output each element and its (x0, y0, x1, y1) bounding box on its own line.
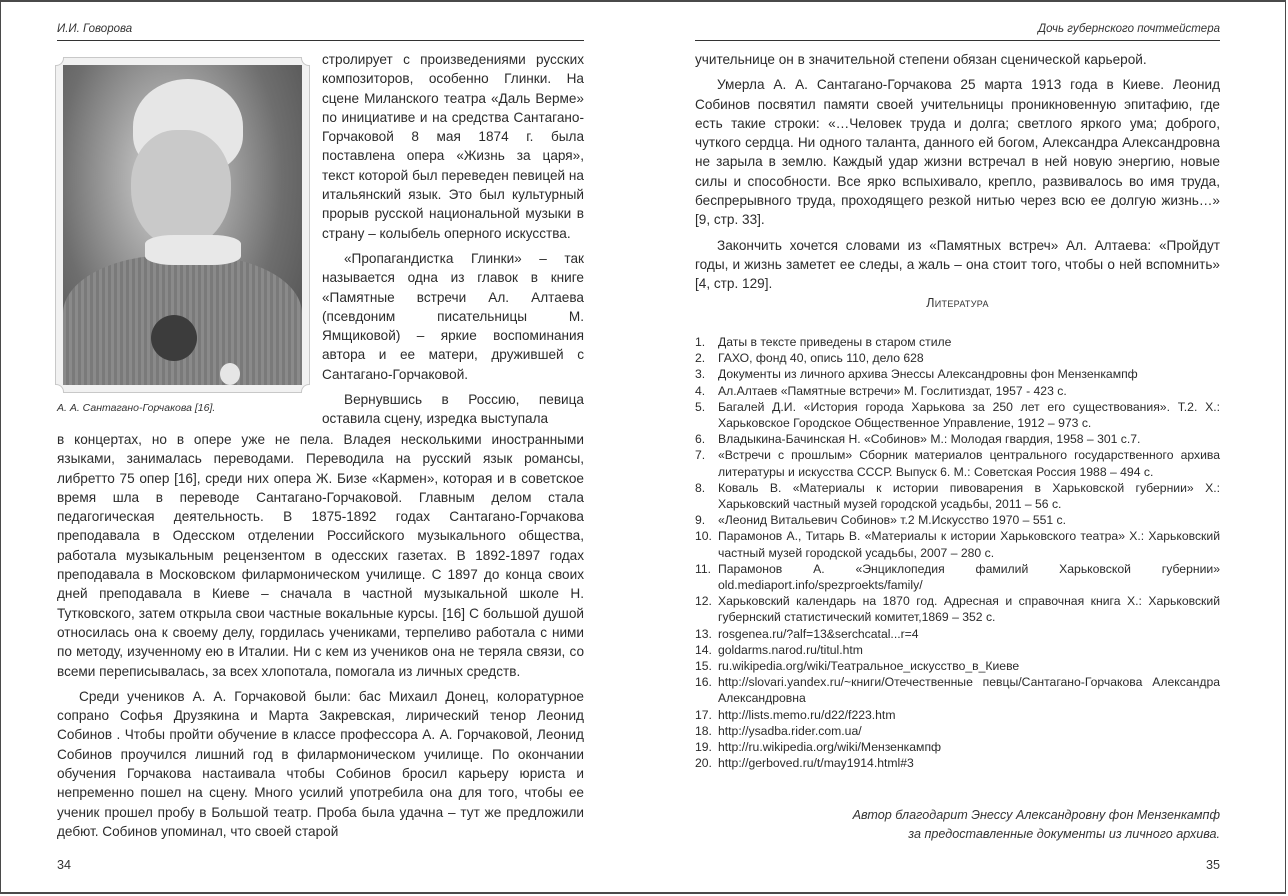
photo-frame (55, 57, 310, 393)
reference-number: 6. (695, 432, 706, 447)
reference-text: ru.wikipedia.org/wiki/Театральное_искусство_в_Киеве (718, 659, 1020, 674)
frame-corner-ornament (301, 57, 310, 66)
reference-text: Парамонов А., Титарь В. «Материалы к истории Харьковского театра» Х.: Харьковский частный музей городской усадьбы, 2007 – 280 с. (718, 529, 1220, 560)
paragraph: Вернувшись в Россию, певица оставила сцену, изредка выступала (322, 392, 584, 427)
paragraph: учительнице он в значительной степени обязан сценической карьерой. (695, 52, 1147, 67)
page-number-left: 34 (57, 858, 72, 872)
paragraph: Закончить хочется словами из «Памятных встреч» Ал. Алтаева: «Пройдут годы, и жизнь заметет ее следы, а жаль – она стоит того, чтобы о ней вспомнить» [4, стр. 129]. (695, 237, 1220, 292)
reference-number: 3. (695, 367, 706, 382)
reference-text: http://lists.memo.ru/d22/f223.htm (718, 707, 896, 722)
reference-item (695, 383, 1220, 399)
reference-text: Парамонов А. «Энциклопедия фамилий Харьковской губернии» old.mediaport.info/spezproekts/family/ (718, 561, 1220, 593)
reference-item (695, 561, 1220, 593)
reference-item (695, 399, 1220, 431)
reference-text: Даты в тексте приведены в старом стиле (718, 335, 952, 349)
reference-text: goldarms.narod.ru/titul.htm (718, 642, 863, 657)
left-header-rule (57, 40, 584, 41)
reference-number: 20. (695, 756, 712, 771)
reference-text: http://ru.wikipedia.org/wiki/Мензенкампф (718, 740, 942, 755)
reference-item (695, 431, 1220, 447)
reference-text: Коваль В. «Материалы к истории пивоварения в Харьковской губернии» Х.: Харьковский частный музей городской усадьбы, 2011 – 56 с. (718, 480, 1220, 512)
left-side-column (322, 50, 584, 429)
reference-number: 14. (695, 642, 712, 657)
reference-number: 13. (695, 626, 712, 641)
reference-item (695, 334, 1220, 350)
reference-item (695, 626, 1220, 642)
reference-text: ГАХО, фонд 40, опись 110, дело 628 (718, 351, 924, 366)
reference-number: 19. (695, 740, 712, 755)
reference-number: 11. (695, 561, 712, 576)
reference-item (695, 512, 1220, 528)
acknowledgement-line: за предоставленные документы из личного архива. (908, 827, 1220, 841)
reference-text: rosgenea.ru/?alf=13&serchcatal...r=4 (718, 626, 919, 641)
reference-item (695, 528, 1220, 560)
reference-number: 17. (695, 707, 712, 722)
page-number-right: 35 (1205, 858, 1220, 872)
reference-item (695, 658, 1220, 674)
reference-item (695, 707, 1220, 723)
reference-number: 8. (695, 480, 706, 495)
reference-number: 7. (695, 448, 706, 463)
reference-text: Багалей Д.И. «История города Харькова за 250 лет его существования». Т.2. Х.: Харьковское Городское Общественное Управление, 1912 – 973 с. (718, 399, 1220, 431)
reference-text: «Леонид Витальевич Собинов» т.2 М.Искусство 1970 – 551 с. (718, 513, 1067, 528)
reference-item (695, 642, 1220, 658)
right-running-head: Дочь губернского почтмейстера (1038, 23, 1220, 35)
right-header-rule (695, 40, 1220, 41)
reference-number: 12. (695, 594, 712, 609)
reference-text: http://slovari.yandex.ru/~книги/Отечественные певцы/Сантагано-Горчакова Александра Александровна (718, 675, 1220, 706)
photo-caption: А. А. Сантагано-Горчакова [16]. (57, 402, 216, 414)
reference-item (695, 593, 1220, 625)
paragraph: в концертах, но в опере уже не пела. Владея несколькими иностранными языками, занималась переводами. Переводила на русский язык романсы, либретто 75 опер [16], среди них опера Ж. Бизе «Кармен», которая и в советское время шла в переводе Сантагано-Горчаковой. Главным делом стала педагогическая деятельность. В 1875-1892 годах Сантагано-Горчакова преподавала в Одесском отделении Российского музыкального общества, работала музыкальным рецензентом в одесских газетах. В 1892-1897 годах преподавала в Московском филармоническом училище. С 1897 до конца своих дней преподавала в Киеве – сначала в частной музыкальной школе Н. Тутковского, затем открыла свои частные вокальные курсы. [16] С большой душой относилась она к своему делу, гордилась учениками, терпеливо работала с ними по методу, изученному ею в Италии. Ни с кем из учеников она не теряла связи, со всеми переписывалась, за всех хлопотала, помогала из личных средств. (57, 432, 584, 679)
reference-item (695, 739, 1220, 755)
right-body-text (695, 50, 1220, 294)
reference-number: 4. (695, 383, 706, 398)
frame-corner-ornament (301, 384, 310, 393)
reference-list (695, 334, 1220, 771)
reference-text: «Встречи с прошлым» Сборник материалов центрального государственного архива литературы и искусства СССР. Выпуск 6. М.: Советская Россия 1988 – 494 с. (718, 448, 1220, 479)
reference-text: Владыкина-Бачинская Н. «Собинов» М.: Молодая гвардия, 1958 – 301 с.7. (718, 432, 1141, 447)
reference-item (695, 674, 1220, 706)
reference-number: 18. (695, 723, 712, 738)
paragraph: стролирует с произведениями русских композиторов, особенно Глинки. На сцене Миланского театра «Даль Верме» по инициативе и на средства Сантагано-Горчаковой 8 мая 1874 г. была поставлена опера «Жизнь за царя», текст которой был переведен певицей на итальянский язык. Это был культурный прорыв русской национальной музыки в страну – колыбель оперного искусства. (322, 52, 584, 241)
reference-item (695, 350, 1220, 366)
acknowledgement-line: Автор благодарит Энессу Александровну фон Мензенкампф (852, 808, 1220, 822)
reference-number: 9. (695, 513, 706, 528)
left-full-width-text (57, 430, 584, 841)
reference-number: 15. (695, 659, 712, 674)
reference-item (695, 723, 1220, 739)
reference-number: 1. (695, 335, 706, 349)
reference-number: 10. (695, 529, 712, 544)
literature-heading: Литература (926, 296, 989, 310)
reference-item (695, 480, 1220, 512)
reference-text: Документы из личного архива Энессы Александровны фон Мензенкампф (718, 367, 1138, 382)
paragraph: Умерла А. А. Сантагано-Горчакова 25 марта 1913 года в Киеве. Леонид Собинов посвятил памяти своей учительницы проникновенную эпитафию, где есть такие строки: «…Человек труда и долга; светлого яркого ума; доброго, чуткого сердца. Ни одного таланта, данного ей богом, Александра Александровна не зарыла в землю. Каждый удар жизни встречал в ней новую энергию, новые силы и способности. Все ярко вспыхивало, крепло, развивалось во имя труда, беспрерывного труда, проходящего резкой нитью через всю ее долгую жизнь…» [9, стр. 33]. (695, 77, 1220, 228)
left-running-head: И.И. Говорова (57, 23, 133, 35)
paragraph: Среди учеников А. А. Горчаковой были: бас Михаил Донец, колоратурное сопрано Софья Друзякина и Марта Закревская, лирический тенор Леонид Собинов . Чтобы пройти обучение в классе профессора А. А. Горчаковой, Леонид Собинов проучился лишний год в филармоническом училище. По окончании обучения Горчакова настаивала чтобы Собинов бросил карьеру юриста и непременно пошел на сцену. Много усилий употребила она для того, чтобы ее ученик прошел пробу в Большой театр. Проба была удачна – тут же предложили дебют. Собинов упоминал, что своей старой (57, 688, 584, 839)
portrait-image (63, 65, 302, 385)
reference-item (695, 755, 1220, 771)
reference-item (695, 366, 1220, 382)
paragraph: «Пропагандистка Глинки» – так называется одна из главок в книге «Памятные встречи Ал. Алтаева (псевдоним писательницы М. Ямщиковой) – яркие воспоминания автора и ее матери, дружившей с Сантагано-Горчаковой. (322, 250, 584, 382)
reference-number: 16. (695, 675, 712, 690)
reference-number: 5. (695, 399, 706, 414)
frame-corner-ornament (55, 384, 64, 393)
reference-text: http://gerboved.ru/t/may1914.html#3 (718, 756, 914, 771)
reference-text: http://ysadba.rider.com.ua/ (718, 723, 862, 738)
portrait-photo (55, 57, 310, 393)
reference-text: Ал.Алтаев «Памятные встречи» М. Гослитиздат, 1957 - 423 с. (718, 383, 1067, 398)
acknowledgement (853, 806, 1220, 844)
reference-item (695, 447, 1220, 479)
reference-text: Харьковский календарь на 1870 год. Адресная и справочная книга Х.: Харьковский губернский статистический комитет,1869 – 352 с. (718, 594, 1220, 625)
reference-number: 2. (695, 351, 706, 366)
